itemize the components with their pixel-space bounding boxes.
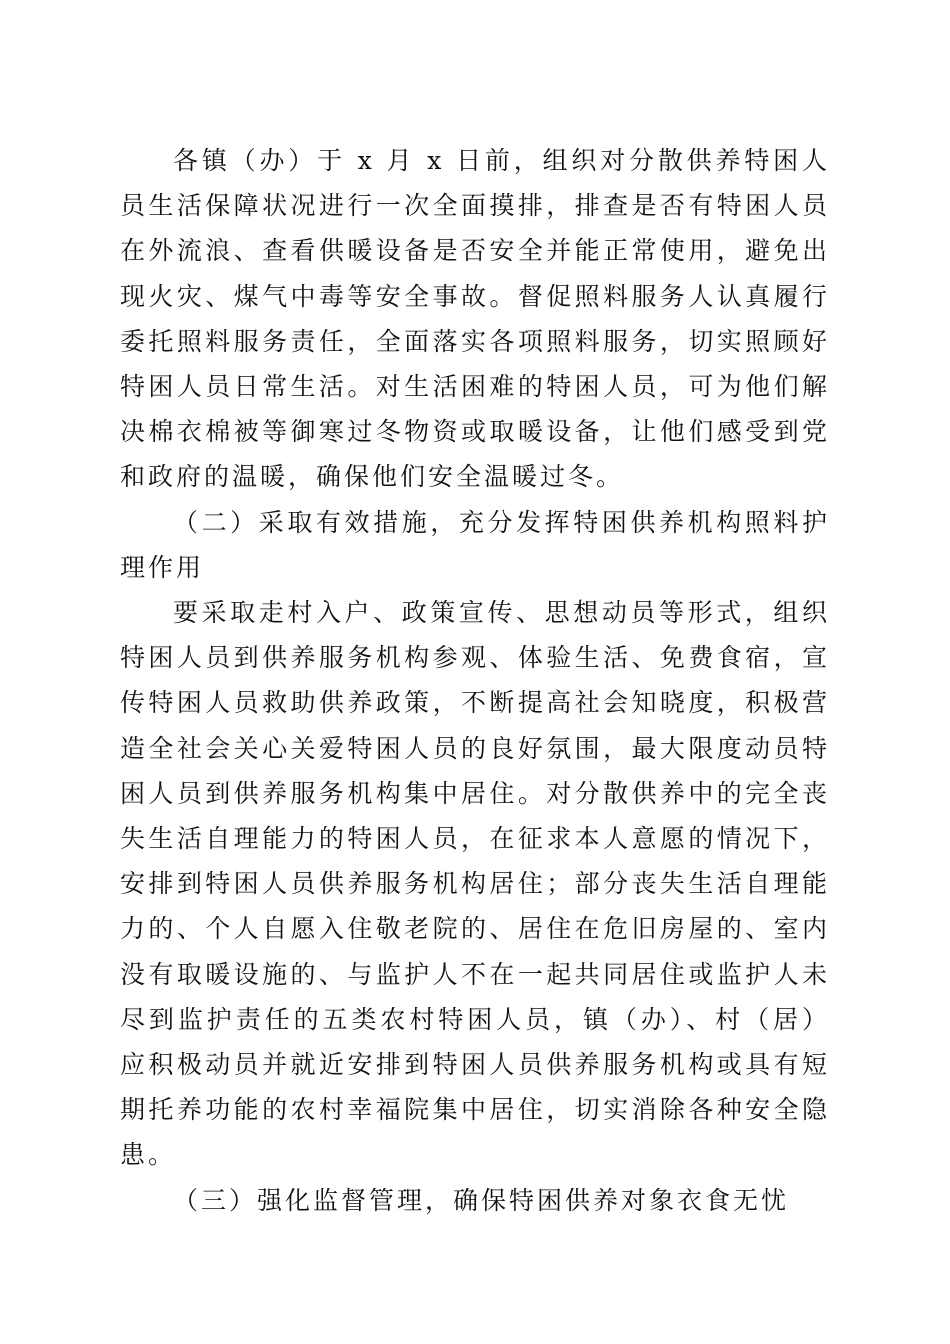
section-heading-2: （二）采取有效措施，充分发挥特困供养机构照料护理作用 — [120, 507, 830, 582]
document-body — [120, 138, 830, 1223]
paragraph-winter-inspection: 各镇（办）于 x 月 x 日前，组织对分散供养特困人员生活保障状况进行一次全面摸排，排查是否有特困人员在外流浪、查看供暖设备是否安全并能正常使用，避免出现火灾、煤气中毒等安全事故。督促照料服务人认真履行委托照料服务责任，全面落实各项照料服务，切实照顾好特困人员日常生活。对生活困难的特困人员，可为他们解决棉衣棉被等御寒过冬物资或取暖设备，让他们感受到党和政府的温暖，确保他们安全温暖过冬。 — [120, 146, 830, 492]
section-heading-3: （三）强化监督管理，确保特困供养对象衣食无忧 — [173, 1185, 790, 1215]
paragraph-centralized-care: 要采取走村入户、政策宣传、思想动员等形式，组织特困人员到供养服务机构参观、体验生活、免费食宿，宣传特困人员救助供养政策，不断提高社会知晓度，积极营造全社会关心关爱特困人员的良好氛围，最大限度动员特困人员到供养服务机构集中居住。对分散供养中的完全丧失生活自理能力的特困人员，在征求本人意愿的情况下，安排到特困人员供养服务机构居住；部分丧失生活自理能力的、个人自愿入住敬老院的、居住在危旧房屋的、室内没有取暖设施的、与监护人不在一起共同居住或监护人未尽到监护责任的五类农村特困人员，镇（办）、村（居）应积极动员并就近安排到特困人员供养服务机构或具有短期托养功能的农村幸福院集中居住，切实消除各种安全隐患。 — [120, 598, 830, 1170]
